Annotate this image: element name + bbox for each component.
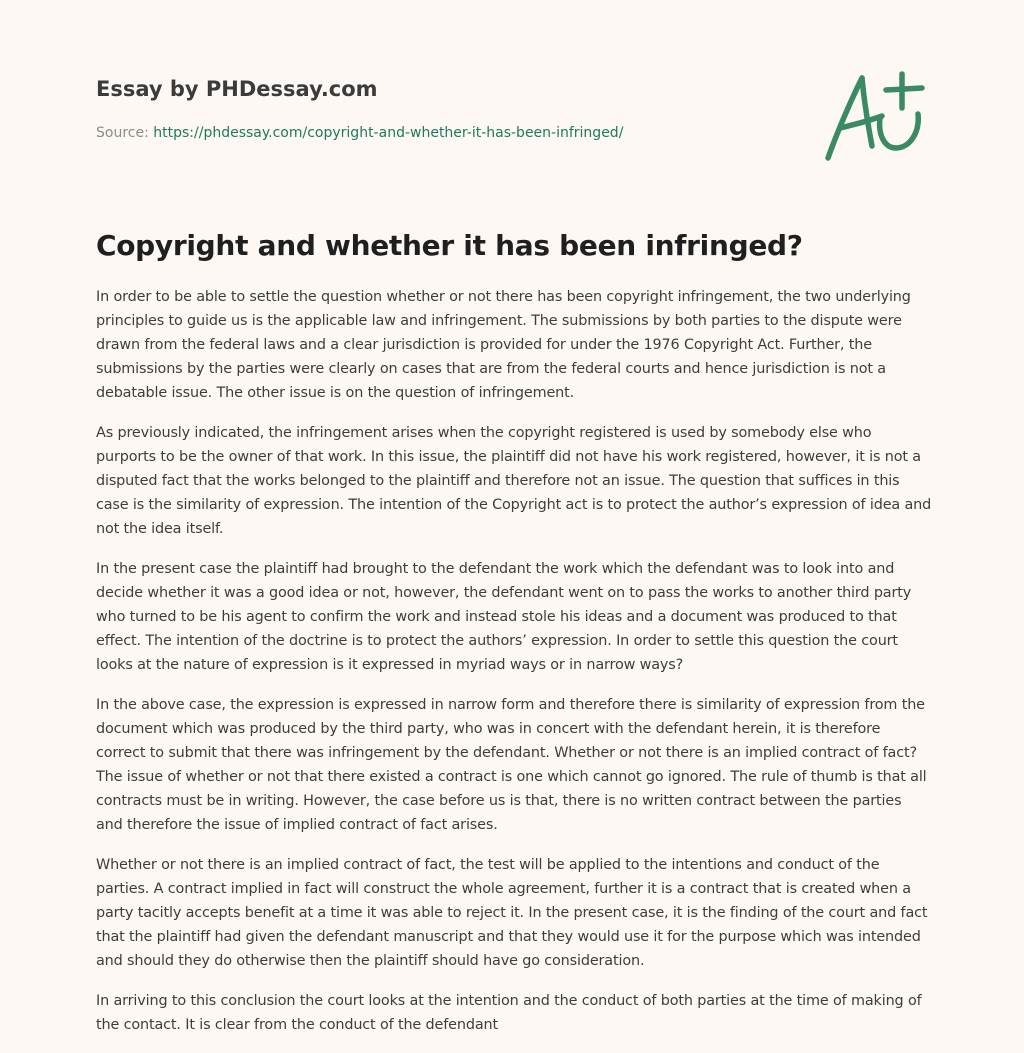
- article-paragraph: In order to be able to settle the question whether or not there has been copyright infringement, the two underlying principles to guide us is the applicable law and infringement. The submissions by both parties to the dispute were drawn from the federal laws and a clear jurisdiction is provided for under the 1976 Copyright Act. Further, the submissions by the parties were clearly on cases that are from the federal courts and hence jurisdiction is not a debatable issue. The other issue is on the question of infringement.: [96, 289, 911, 401]
- article-paragraph: As previously indicated, the infringement arises when the copyright registered is used by somebody else who purports to be the owner of that work. In this issue, the plaintiff did not have his work registered, however, it is not a disputed fact that the works belonged to the plaintiff and therefore not an issue. The question that suffices in this case is the similarity of expression. The intention of the Copyright act is to protect the author’s expression of idea and not the idea itself.: [96, 425, 932, 537]
- source-line: [96, 123, 736, 143]
- article-paragraph: In the present case the plaintiff had brought to the defendant the work which the defendant was to look into and decide whether it was a good idea or not, however, the defendant went on to pass the works to another third party who turned to be his agent to confirm the work and instead stole his ideas and a document was produced to that effect. The intention of the doctrine is to protect the authors’ expression. In order to settle this question the court looks at the nature of expression is it expressed in myriad ways or in narrow ways?: [96, 561, 912, 673]
- article-paragraph: Whether or not there is an implied contract of fact, the test will be applied to the intentions and conduct of the parties. A contract implied in fact will construct the whole agreement, further it is a contract that is created when a party tacitly accepts benefit at a time it was able to reject it. In the present case, it is the finding of the court and fact that the plaintiff had given the defendant manuscript and that they would use it for the purpose which was intended and should they do otherwise then the plaintiff should have go consideration.: [96, 857, 928, 969]
- source-label: Source:: [96, 125, 154, 141]
- article-body: [96, 285, 932, 1053]
- a-plus-grade-icon: [822, 70, 928, 164]
- page-header: [96, 74, 736, 143]
- article-paragraph: In arriving to this conclusion the court looks at the intention and the conduct of both parties at the time of making of the contact. It is clear from the conduct of the defendant: [96, 993, 922, 1033]
- article-paragraph: In the above case, the expression is expressed in narrow form and therefore there is similarity of expression from the document which was produced by the third party, who was in concert with the defendant herein, it is therefore correct to submit that there was infringement by the defendant. Whether or not there is an implied contract of fact? The issue of whether or not that there existed a contract is one which cannot go ignored. The rule of thumb is that all contracts must be in writing. However, the case before us is that, there is no written contract between the parties and therefore the issue of implied contract of fact arises.: [96, 697, 927, 833]
- article-title: Copyright and whether it has been infringed?: [96, 229, 803, 262]
- site-title: Essay by PHDessay.com: [96, 77, 378, 101]
- source-link[interactable]: https://phdessay.com/copyright-and-whether-it-has-been-infringed/: [153, 125, 624, 141]
